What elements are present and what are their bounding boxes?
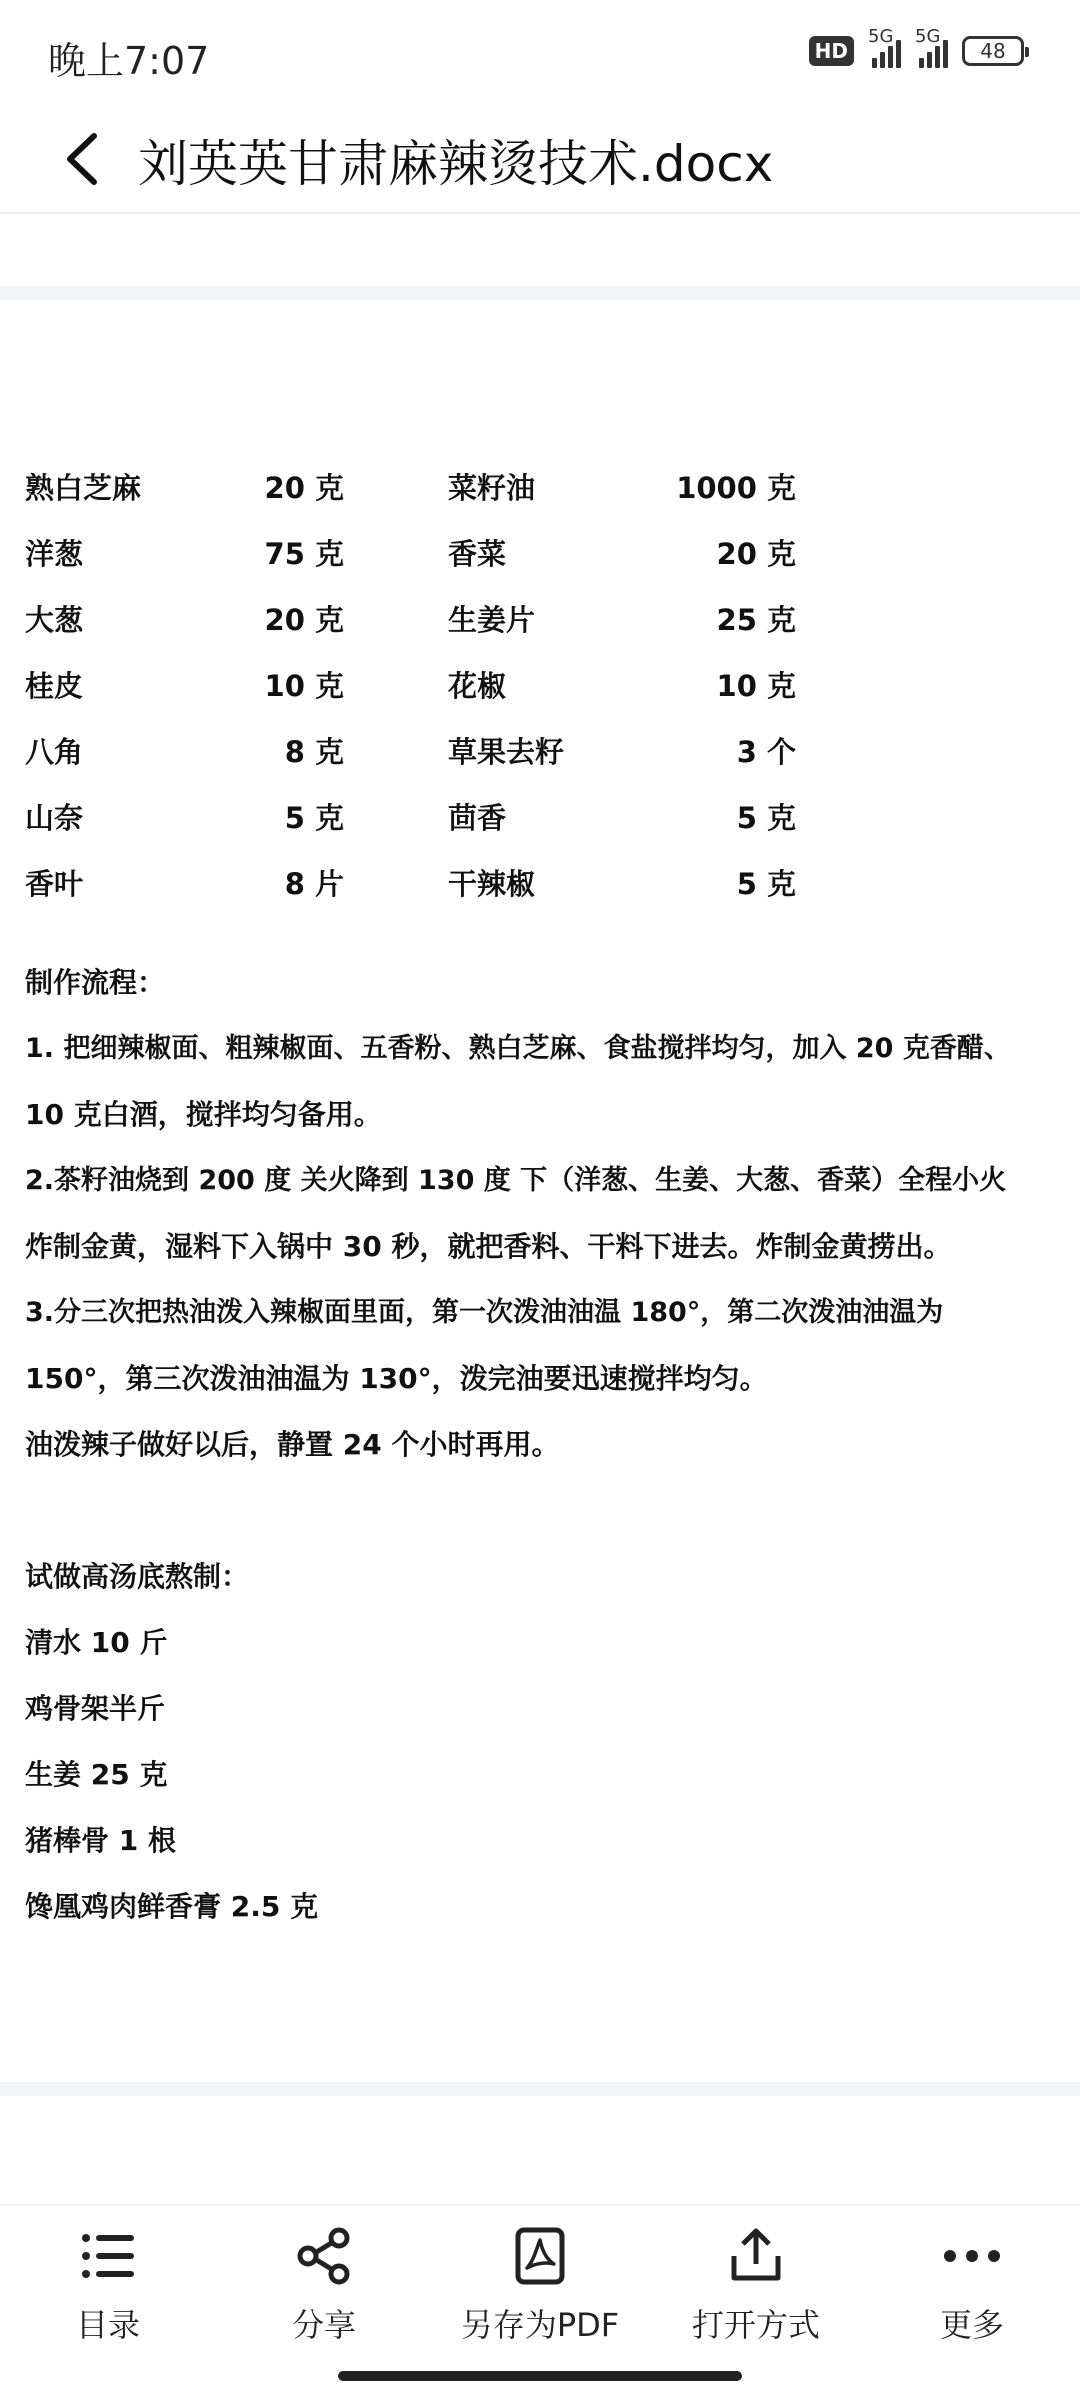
toolbar-label: 分享 [291,2306,356,2344]
ingredient-qty: 8 克 [284,735,344,769]
ingredient-qty: 25 克 [716,603,796,637]
ingredient-row [0,532,1080,598]
ingredient-name: 草果去籽 [448,735,565,769]
ingredient-name: 茴香 [448,801,507,835]
more-icon [940,2226,1004,2286]
open-with-button[interactable] [656,2226,856,2346]
ingredient-name: 干辣椒 [448,867,536,901]
ingredient-qty: 5 克 [736,801,796,835]
back-button[interactable] [56,124,116,194]
ingredient-name: 熟白芝麻 [25,471,142,505]
ingredient-qty: 20 克 [264,603,344,637]
toolbar-label: 目录 [75,2306,140,2344]
toc-button[interactable] [8,2226,208,2346]
process-line: 10 克白酒，搅拌均匀备用。 [25,1098,382,1131]
broth-heading: 试做高汤底熬制： [25,1560,250,1593]
home-indicator[interactable] [338,2371,742,2381]
ingredient-row [0,730,1080,796]
ingredient-name: 菜籽油 [448,471,536,505]
list-icon [78,2226,138,2286]
process-heading: 制作流程： [25,966,166,999]
upload-icon [726,2226,786,2286]
network-type-label: 5G [915,26,941,47]
battery-level: 48 [980,39,1006,63]
share-icon [294,2226,354,2286]
process-line: 150°，第三次泼油油温为 130°，泼完油要迅速搅拌均匀。 [25,1362,768,1395]
ingredient-qty: 75 克 [264,537,344,571]
broth-line: 猪棒骨 1 根 [25,1824,176,1857]
ingredient-row [0,598,1080,664]
pdf-icon [510,2226,570,2286]
ingredient-qty: 3 个 [736,735,796,769]
ingredient-qty: 8 片 [284,867,344,901]
ingredient-qty: 1000 克 [676,471,796,505]
ingredient-qty: 20 克 [716,537,796,571]
process-line: 炸制金黄，湿料下入锅中 30 秒，就把香料、干料下进去。炸制金黄捞出。 [25,1230,952,1263]
ingredient-name: 香叶 [25,867,84,901]
document-title: 刘英英甘肃麻辣烫技术.docx [138,135,774,193]
broth-line: 馋凰鸡肉鲜香膏 2.5 克 [25,1890,319,1923]
ingredient-row [0,862,1080,928]
hd-badge: HD [809,36,854,66]
toolbar-label: 更多 [939,2306,1004,2344]
ingredient-name: 香菜 [448,537,507,571]
ingredient-qty: 20 克 [264,471,344,505]
process-line: 2.茶籽油烧到 200 度 关火降到 130 度 下（洋葱、生姜、大葱、香菜）全程小火 [25,1165,1007,1196]
ingredient-name: 花椒 [448,669,507,703]
ingredient-qty: 10 克 [716,669,796,703]
chevron-left-icon [56,124,116,194]
share-button[interactable] [224,2226,424,2346]
battery-icon [962,36,1024,66]
process-line: 3.分三次把热油泼入辣椒面里面，第一次泼油油温 180°，第二次泼油油温为 [25,1297,944,1328]
ingredient-name: 生姜片 [448,603,536,637]
process-line: 1. 把细辣椒面、粗辣椒面、五香粉、熟白芝麻、食盐搅拌均匀，加入 20 克香醋、 [25,1033,1011,1064]
ingredient-row [0,466,1080,532]
page-gap-top [0,286,1080,300]
ingredient-name: 大葱 [25,603,84,637]
ingredient-name: 洋葱 [25,537,84,571]
toolbar-label: 打开方式 [691,2306,820,2344]
ingredient-qty: 10 克 [264,669,344,703]
status-icons [809,26,1024,68]
header-bar [0,104,1080,214]
signal-icon-sim1 [868,26,901,68]
network-type-label: 5G [868,26,894,47]
save-as-pdf-button[interactable] [440,2226,640,2346]
ingredient-row [0,796,1080,862]
broth-line: 生姜 25 克 [25,1758,168,1791]
ingredient-name: 山奈 [25,801,84,835]
page-gap-bottom [0,2082,1080,2096]
ingredient-qty: 5 克 [736,867,796,901]
broth-line: 清水 10 斤 [25,1626,168,1659]
ingredient-row [0,664,1080,730]
process-line: 油泼辣子做好以后，静置 24 个小时再用。 [25,1428,560,1461]
ingredient-name: 桂皮 [25,669,84,703]
status-time: 晚上7:07 [48,39,210,83]
status-bar [0,0,1080,104]
ingredient-name: 八角 [25,735,84,769]
signal-icon-sim2 [915,26,948,68]
ingredient-qty: 5 克 [284,801,344,835]
toolbar-label: 另存为PDF [460,2306,620,2344]
broth-line: 鸡骨架半斤 [25,1692,166,1725]
more-button[interactable] [872,2226,1072,2346]
